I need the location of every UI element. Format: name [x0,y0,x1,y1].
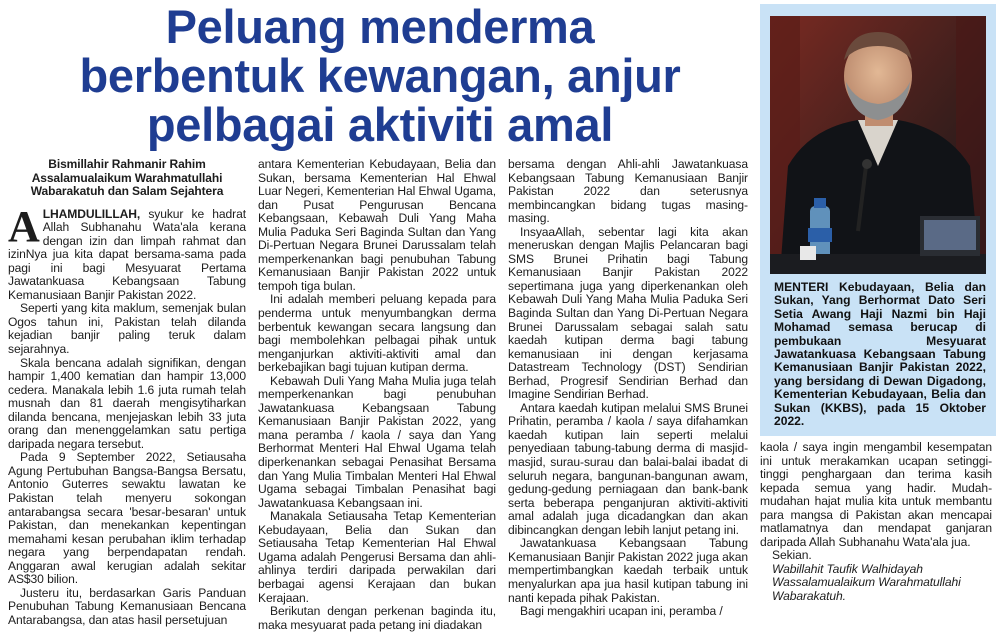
paragraph-13-start: Bagi mengakhiri ucapan ini, peramba / [520,604,723,619]
paragraph-6: Ini adalah memberi peluang kepada para penderma untuk menyumbangkan derma berbentuk kewangan secara langsung dan bagi membolehkan pelbagai pihak untuk menganjurkan aktiviti-aktiviti amal dan berkebajikan bagi tujuan kutipan derma. [258,292,496,375]
minister-photo-image [770,16,986,274]
paragraph-13-end: kaola / saya ingin mengambil kesempatan ini untuk merakamkan ucapan setinggi-tinggi penghargaan dan terima kasih kepada semua yang hadir. Mudah-mudahan hajat mulia kita untuk membantu para mangsa di Pakistan akan mencapai matlamatnya dan mendapat ganjaran daripada Allah Subhanahu Wata'ala jua. [760,440,992,549]
salutation-line-2: Assalamualaikum Warahmatullahi [31,170,223,185]
paragraph-14: Sekian. [772,548,812,563]
paragraph-3: Skala bencana adalah signifikan, dengan hampir 1,400 kematian dan hampir 13,000 cedera. Manakala lebih 1.6 juta rumah telah musnah dan 81 daerah mengisytiharkan dilanda bencana, menjejaskan lebih 33 juta orang dan menenggelamkan satu pertiga daripada negara tersebut. [8,355,246,451]
paragraph-9-start: Berikutan dengan perkenan baginda itu, maka mesyuarat pada petang ini diadakan [258,604,496,632]
paragraph-11: Antara kaedah kutipan melalui SMS Brunei Prihatin, peramba / kaola / saya difahamkan kaedah kutipan lain seperti melalui penyediaan tabung-tabung derma di masjid-masjid, surau-surau dan balai-balai ibadat di seluruh negara, bangunan-bangunan awam, gedung-gedung perniagaan dan bank-bank serta beberapa penganjuran aktiviti-aktiviti amal adalah juga dicadangkan dan akan dibincangkan dengan lebih lanjut petang ini. [508,400,748,537]
article-column-1 [8,157,246,627]
photo-panel [760,4,996,436]
sign-off-line-1: Wabillahit Taufik Walhidayah [772,561,923,576]
paragraph-1 [8,201,246,303]
lead-word: LHAMDULILLAH, [42,206,141,221]
article-column-2 [258,157,496,632]
headline [10,2,750,150]
headline-line-3: pelbagai aktiviti amal [146,98,614,151]
paragraph-8: Manakala Setiausaha Tetap Kementerian Kebudayaan, Belia dan Sukan dan Setiausaha Tetap Kementerian Hal Ehwal Ugama adalah Pengerusi Bersama dan ahli-ahlinya terdiri daripada perwakilan dari berbagai agensi Kerajaan dan bukan Kerajaan. [258,509,496,605]
drop-cap: A [8,201,40,251]
paragraph-2: Seperti yang kita maklum, semenjak bulan Ogos tahun ini, Pakistan telah dilanda kejadian banjir paling teruk dalam sejarahnya. [8,301,246,356]
salutation-line-3: Wabarakatuh dan Salam Sejahtera [30,184,224,198]
paragraph-4: Pada 9 September 2022, Setiausaha Agung Pertubuhan Bangsa-Bangsa Bersatu, Antonio Guterres sewaktu lawatan ke Pakistan telah menyeru sokongan antarabangsa secara 'besar-besaran' untuk Pakistan, dan menekankan kepentingan memahami kesan perubahan iklim terhadap negara yang berpendapatan rendah. Anggaran awal kerugian adalah sekitar AS$30 bilion. [8,450,246,587]
paragraph-5-end: antara Kementerian Kebudayaan, Belia dan Sukan, bersama Kementerian Hal Ehwal Luar Negeri, Kementerian Hal Ehwal Ugama, dan Pusat Pengurusan Bencana Kebangsaan, Kebawah Duli Yang Maha Mulia Paduka Seri Baginda Sultan dan Yang Di-Pertuan Negara Brunei Darussalam telah memperkenankan bagi penubuhan Tabung Kemanusiaan Banjir Pakistan 2022 untuk tempoh tiga bulan. [258,157,496,293]
paragraph-1-text: syukur ke hadrat Allah Subhanahu Wata'ala kerana dengan izin dan limpah rahmat dan izinNya jua kita dapat bersama-sama pada pagi ini bagi Mesyuarat Pertama Jawatankuasa Kebangsaan Tabung Kemanusiaan Banjir Pakistan 2022. [8,206,246,302]
paragraph-9-end: bersama dengan Ahli-ahli Jawatankuasa Kebangsaan Tabung Kemanusiaan Banjir Pakistan 2022 dan seterusnya membincangkan bidang tugas masing-masing. [508,157,748,226]
paragraph-7: Kebawah Duli Yang Maha Mulia juga telah memperkenankan bagi penubuhan Jawatankuasa Kebangsaan Tabung Kemanusiaan Banjir Pakistan 2022, yang mana peramba / kaola / saya dan Yang Berhormat Menteri Hal Ehwal Ugama telah diperkenankan sebagai Penasihat Bersama dan Yang Mulia Timbalan Menteri Hal Ehwal Ugama sebagai Timbalan Penasihat bagi Jawatankuasa Kebangsaan ini. [258,373,496,510]
headline-line-1: Peluang menderma [165,0,595,53]
photo-caption: MENTERI Kebudayaan, Belia dan Sukan, Yang Berhormat Dato Seri Setia Awang Haji Nazmi bin Haji Mohamad semasa berucap di pembukaan Mesyuarat Jawatankuasa Kebangsaan Tabung Kemanusiaan Banjir Pakistan 2022, yang bersidang di Dewan Digadong, Kementerian Kebudayaan, Belia dan Sukan (KKBS), pada 15 Oktober 2022. [774,280,986,429]
paragraph-12: Jawatankuasa Kebangsaan Tabung Kemanusiaan Banjir Pakistan 2022 juga akan mempertimbangkan kaedah terbaik untuk menyalurkan apa jua hasil kutipan tabung ini nanti kepada pihak Pakistan. [508,536,748,605]
sign-off-line-2: Wassalamualaikum Warahmatullahi [772,575,961,590]
headline-line-2: berbentuk kewangan, anjur [79,49,681,102]
salutation-line-1: Bismillahir Rahmanir Rahim [48,157,206,171]
paragraph-10: InsyaaAllah, sebentar lagi kita akan meneruskan dengan Majlis Pelancaran bagi SMS Brunei Prihatin bagi Tabung Kemanusiaan Banjir Pakistan 2022 sepertimana juga yang diperkenankan oleh Kebawah Duli Yang Maha Mulia Paduka Seri Baginda Sultan dan Yang Di-Pertuan Negara Brunei Darussalam sebagai salah satu kaedah kutipan derma bagi tabung kemanusiaan ini dengan kerjasama Datastream Technology (DST) Sendirian Berhad, Progresif Sendirian Berhad dan Imagine Sendirian Berhad. [508,224,748,402]
sign-off [760,563,992,604]
sign-off-line-3: Wabarakatuh. [772,589,846,604]
article-column-4 [760,440,992,604]
minister-photo [770,16,986,274]
paragraph-5-start: Justeru itu, berdasarkan Garis Panduan Penubuhan Tabung Kemanusiaan Bencana Antarabangsa, dan atas hasil persetujuan [8,585,246,627]
salutation [8,158,246,199]
article-column-3 [508,157,748,619]
